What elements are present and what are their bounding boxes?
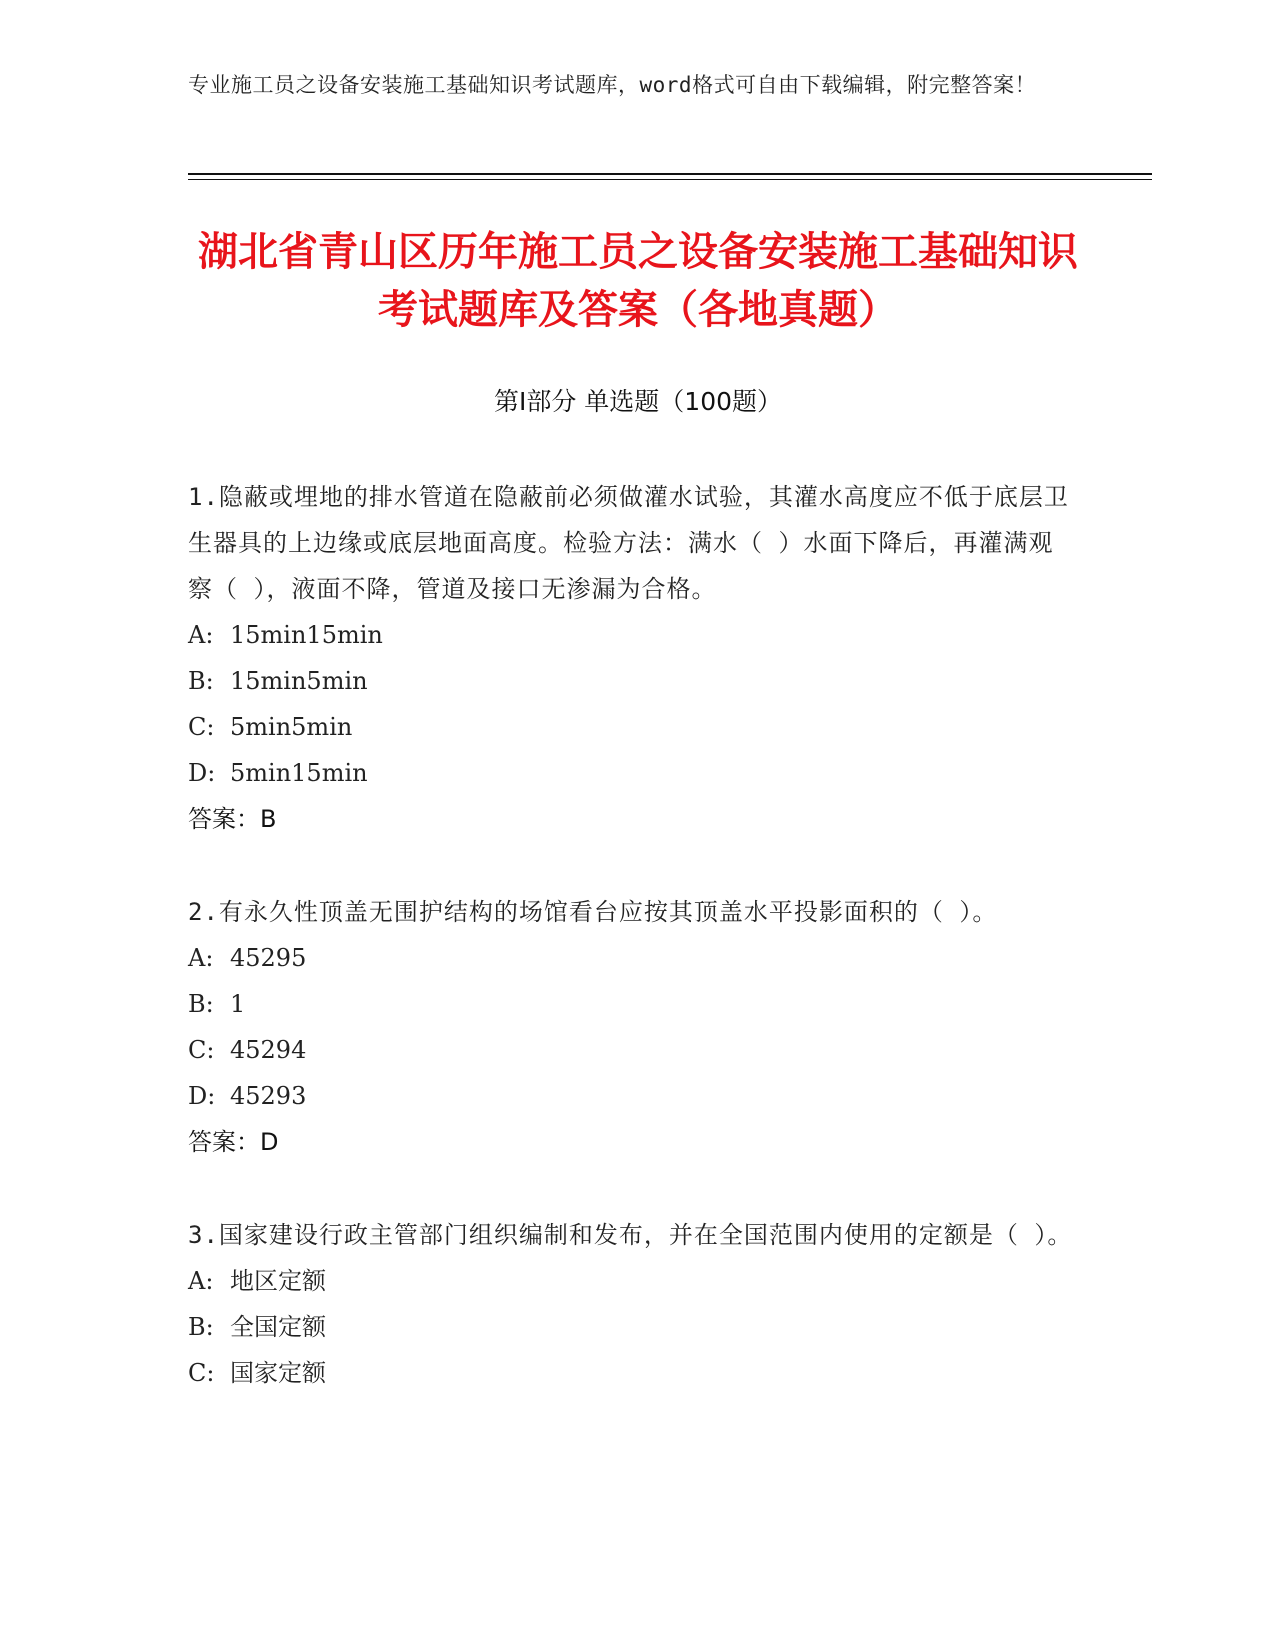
- option-key: C:: [188, 713, 215, 741]
- option-text: 5min5min: [230, 713, 353, 741]
- answer-line: 答案：D: [188, 1128, 279, 1156]
- option-key: D:: [188, 1082, 216, 1110]
- option-a: [188, 612, 1078, 658]
- question-1: [188, 474, 1078, 842]
- option-text: 45294: [230, 1036, 307, 1064]
- option-key: D:: [188, 759, 216, 787]
- document-title: 湖北省青山区历年施工员之设备安装施工基础知识考试题库及答案（各地真题）: [198, 229, 1078, 333]
- option-b: [188, 981, 1078, 1027]
- option-text: 全国定额: [230, 1313, 326, 1341]
- header-rule-thin: [188, 179, 1152, 180]
- option-b: [188, 1304, 1078, 1350]
- option-text: 国家定额: [230, 1359, 326, 1387]
- option-text: 45295: [230, 944, 307, 972]
- header-rule-thick: [188, 173, 1152, 175]
- option-a: [188, 1258, 1078, 1304]
- option-key: B:: [188, 1313, 214, 1341]
- option-key: A:: [188, 944, 214, 972]
- header-note: 专业施工员之设备安装施工基础知识考试题库，word格式可自由下载编辑，附完整答案！: [188, 73, 1037, 97]
- section-title: 第I部分 单选题（100题）: [493, 387, 783, 416]
- option-text: 地区定额: [230, 1267, 326, 1295]
- option-text: 1: [230, 990, 246, 1018]
- option-key: C:: [188, 1359, 215, 1387]
- option-c: [188, 1027, 1078, 1073]
- question-2: [188, 889, 1078, 1165]
- question-stem: 3.国家建设行政主管部门组织编制和发布，并在全国范围内使用的定额是（ ）。: [188, 1221, 1073, 1249]
- option-key: C:: [188, 1036, 215, 1064]
- question-3: [188, 1212, 1078, 1396]
- option-text: 45293: [230, 1082, 307, 1110]
- option-key: A:: [188, 621, 214, 649]
- option-key: B:: [188, 667, 214, 695]
- option-key: A:: [188, 1267, 214, 1295]
- option-b: [188, 658, 1078, 704]
- option-key: B:: [188, 990, 214, 1018]
- option-text: 15min15min: [230, 621, 383, 649]
- option-d: [188, 1073, 1078, 1119]
- option-c: [188, 704, 1078, 750]
- option-a: [188, 935, 1078, 981]
- option-text: 15min5min: [230, 667, 368, 695]
- option-d: [188, 750, 1078, 796]
- option-c: [188, 1350, 1078, 1396]
- option-text: 5min15min: [230, 759, 368, 787]
- question-stem: 2.有永久性顶盖无围护结构的场馆看台应按其顶盖水平投影面积的（ ）。: [188, 898, 998, 926]
- answer-line: 答案：B: [188, 805, 277, 833]
- question-stem: 1.隐蔽或埋地的排水管道在隐蔽前必须做灌水试验，其灌水高度应不低于底层卫生器具的上边缘或底层地面高度。检验方法：满水（ ）水面下降后，再灌满观察（ ），液面不降，管道及接口无渗漏为合格。: [188, 483, 1069, 603]
- question-list: [188, 474, 1078, 1443]
